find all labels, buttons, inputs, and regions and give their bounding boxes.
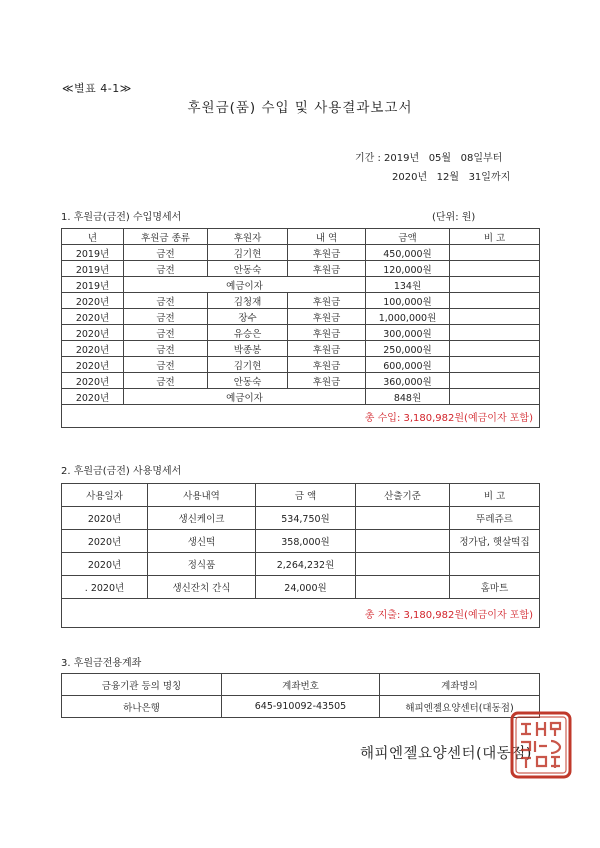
table-row xyxy=(62,576,540,599)
cell-detail: 후원금 xyxy=(288,357,366,373)
table-row xyxy=(62,293,540,309)
cell-bank: 하나은행 xyxy=(62,696,222,718)
section1-unit: (단위: 원) xyxy=(432,212,476,223)
cell-amount: 134원 xyxy=(366,277,450,293)
table-row xyxy=(62,341,540,357)
cell-detail: 후원금 xyxy=(288,373,366,389)
cell-note xyxy=(450,389,540,405)
table-row xyxy=(62,277,540,293)
cell-donor: 박종봉 xyxy=(208,341,288,357)
cell-amount: 24,000원 xyxy=(256,576,356,599)
cell-date: . 2020년 xyxy=(62,576,148,599)
cell-basis xyxy=(356,576,450,599)
col-note: 비 고 xyxy=(450,484,540,507)
income-header-row xyxy=(62,229,540,245)
table-row xyxy=(62,357,540,373)
cell-year: 2020년 xyxy=(62,325,124,341)
cell-amount: 360,000원 xyxy=(366,373,450,389)
col-amount: 금 액 xyxy=(256,484,356,507)
cell-donor: 김기현 xyxy=(208,357,288,373)
cell-note: 홈마트 xyxy=(450,576,540,599)
cell-year: 2020년 xyxy=(62,293,124,309)
col-account-holder: 계좌명의 xyxy=(380,674,540,696)
cell-detail: 후원금 xyxy=(288,325,366,341)
cell-amount: 534,750원 xyxy=(256,507,356,530)
col-bank: 금융기관 등의 명칭 xyxy=(62,674,222,696)
col-date: 사용일자 xyxy=(62,484,148,507)
col-year: 년 xyxy=(62,229,124,245)
cell-basis xyxy=(356,530,450,553)
cell-type: 금전 xyxy=(124,357,208,373)
period-from: 기간 : 2019년 05월 08일부터 xyxy=(355,153,503,164)
cell-type: 금전 xyxy=(124,341,208,357)
table-row xyxy=(62,261,540,277)
expense-header-row xyxy=(62,484,540,507)
table-row xyxy=(62,325,540,341)
cell-type: 금전 xyxy=(124,293,208,309)
cell-note xyxy=(450,309,540,325)
cell-date: 2020년 xyxy=(62,553,148,576)
cell-type: 금전 xyxy=(124,245,208,261)
cell-amount: 358,000원 xyxy=(256,530,356,553)
cell-donor: 안동숙 xyxy=(208,373,288,389)
cell-note xyxy=(450,357,540,373)
account-table xyxy=(61,673,540,718)
cell-basis xyxy=(356,553,450,576)
cell-amount: 100,000원 xyxy=(366,293,450,309)
cell-donor: 김기현 xyxy=(208,245,288,261)
col-detail: 내 역 xyxy=(288,229,366,245)
table-row xyxy=(62,373,540,389)
expense-total: 총 지출: 3,180,982원(예금이자 포함) xyxy=(62,599,540,628)
cell-amount: 1,000,000원 xyxy=(366,309,450,325)
cell-amount: 450,000원 xyxy=(366,245,450,261)
section3-title: 3. 후원금전용계좌 xyxy=(61,658,142,669)
cell-type: 금전 xyxy=(124,373,208,389)
income-table xyxy=(61,228,540,428)
cell-note xyxy=(450,373,540,389)
cell-merged: 예금이자 xyxy=(124,277,366,293)
cell-year: 2020년 xyxy=(62,357,124,373)
cell-year: 2019년 xyxy=(62,245,124,261)
cell-year: 2020년 xyxy=(62,373,124,389)
cell-note: 뚜레쥬르 xyxy=(450,507,540,530)
table-row xyxy=(62,389,540,405)
table-row xyxy=(62,553,540,576)
cell-detail: 생신떡 xyxy=(148,530,256,553)
cell-merged: 예금이자 xyxy=(124,389,366,405)
cell-detail: 후원금 xyxy=(288,341,366,357)
cell-type: 금전 xyxy=(124,261,208,277)
cell-year: 2020년 xyxy=(62,341,124,357)
document-title: 후원금(품) 수입 및 사용결과보고서 xyxy=(187,100,413,116)
cell-note xyxy=(450,341,540,357)
table-row xyxy=(62,530,540,553)
cell-year: 2019년 xyxy=(62,261,124,277)
cell-type: 금전 xyxy=(124,325,208,341)
cell-basis xyxy=(356,507,450,530)
cell-note: 정가담, 햇살떡집 xyxy=(450,530,540,553)
signature-line: 해피엔젤요양센터(대동점) xyxy=(360,746,532,762)
period-block xyxy=(355,149,510,187)
cell-note xyxy=(450,245,540,261)
income-total-row xyxy=(62,405,540,428)
section1-title: 1. 후원금(금전) 수입명세서 xyxy=(61,212,182,223)
period-to: 2020년 12월 31일까지 xyxy=(392,172,511,183)
cell-detail: 후원금 xyxy=(288,245,366,261)
cell-amount: 300,000원 xyxy=(366,325,450,341)
cell-amount: 120,000원 xyxy=(366,261,450,277)
expense-total-row xyxy=(62,599,540,628)
cell-year: 2020년 xyxy=(62,389,124,405)
cell-detail: 후원금 xyxy=(288,293,366,309)
income-total: 총 수입: 3,180,982원(예금이자 포함) xyxy=(62,405,540,428)
col-detail: 사용내역 xyxy=(148,484,256,507)
expense-table xyxy=(61,483,540,628)
col-type: 후원금 종류 xyxy=(124,229,208,245)
cell-year: 2020년 xyxy=(62,309,124,325)
cell-year: 2019년 xyxy=(62,277,124,293)
cell-detail: 생신케이크 xyxy=(148,507,256,530)
cell-donor: 유승은 xyxy=(208,325,288,341)
cell-donor: 김청재 xyxy=(208,293,288,309)
table-row xyxy=(62,245,540,261)
section2-title: 2. 후원금(금전) 사용명세서 xyxy=(61,466,182,477)
cell-note xyxy=(450,293,540,309)
cell-note xyxy=(450,277,540,293)
account-header-row xyxy=(62,674,540,696)
cell-detail: 후원금 xyxy=(288,261,366,277)
cell-detail: 정식품 xyxy=(148,553,256,576)
col-note: 비 고 xyxy=(450,229,540,245)
cell-account-number: 645-910092-43505 xyxy=(222,696,380,718)
cell-note xyxy=(450,261,540,277)
cell-amount: 848원 xyxy=(366,389,450,405)
cell-detail: 생신잔치 간식 xyxy=(148,576,256,599)
col-basis: 산출기준 xyxy=(356,484,450,507)
cell-type: 금전 xyxy=(124,309,208,325)
cell-date: 2020년 xyxy=(62,507,148,530)
cell-donor: 안동숙 xyxy=(208,261,288,277)
col-account-number: 계좌번호 xyxy=(222,674,380,696)
table-row xyxy=(62,507,540,530)
table-row xyxy=(62,309,540,325)
cell-note xyxy=(450,553,540,576)
col-amount: 금액 xyxy=(366,229,450,245)
table-row xyxy=(62,696,540,718)
cell-account-holder: 해피엔젤요양센터(대동점) xyxy=(380,696,540,718)
cell-amount: 600,000원 xyxy=(366,357,450,373)
cell-amount: 2,264,232원 xyxy=(256,553,356,576)
col-donor: 후원자 xyxy=(208,229,288,245)
cell-donor: 장수 xyxy=(208,309,288,325)
cell-date: 2020년 xyxy=(62,530,148,553)
cell-detail: 후원금 xyxy=(288,309,366,325)
official-seal-stamp xyxy=(509,710,573,780)
cell-note xyxy=(450,325,540,341)
annex-label: ≪별표 4-1≫ xyxy=(62,82,132,95)
cell-amount: 250,000원 xyxy=(366,341,450,357)
